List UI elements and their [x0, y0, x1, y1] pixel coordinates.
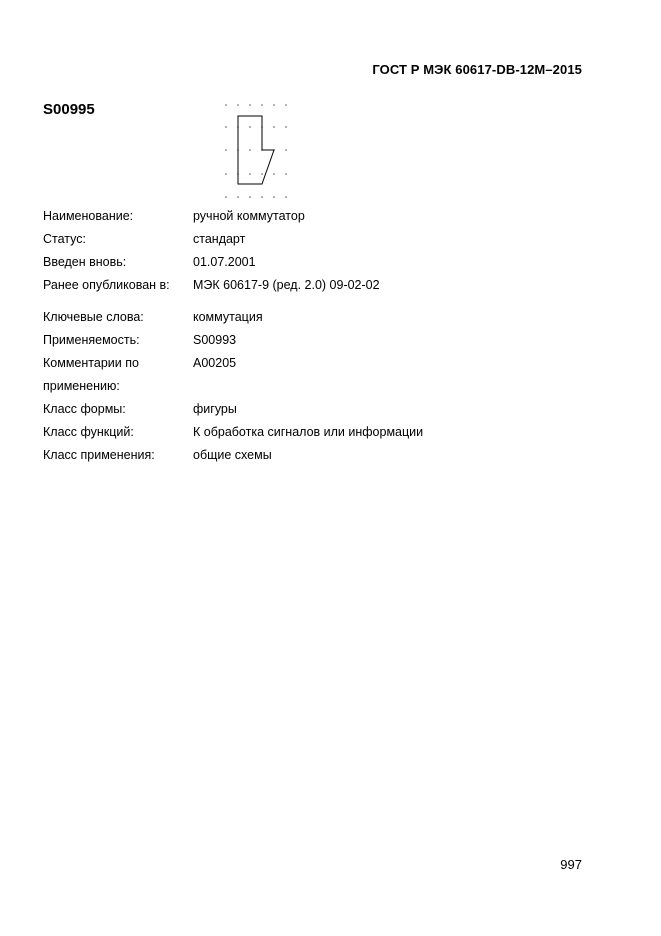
field-value: МЭК 60617-9 (ред. 2.0) 09-02-02 — [193, 278, 380, 292]
field-row-name — [43, 205, 423, 228]
field-row-application-class — [43, 444, 423, 467]
field-row-application-notes — [43, 352, 423, 375]
field-row-introduced — [43, 251, 423, 274]
field-row-function-class — [43, 421, 423, 444]
group-spacer — [43, 297, 423, 306]
field-value: К обработка сигналов или информации — [193, 425, 424, 439]
field-label: Наименование: — [43, 209, 134, 223]
field-label: Статус: — [43, 232, 86, 246]
field-value: A00205 — [193, 356, 237, 370]
field-label: Ключевые слова: — [43, 310, 144, 324]
symbol-attributes — [43, 205, 423, 467]
field-value: коммутация — [193, 310, 263, 324]
field-row-previously-published — [43, 274, 423, 297]
field-label: Класс применения: — [43, 448, 155, 462]
field-value: фигуры — [193, 402, 237, 416]
field-label: Класс формы: — [43, 402, 126, 416]
field-label: Комментарии по — [43, 356, 139, 370]
document-header: ГОСТ Р МЭК 60617-DB-12M–2015 — [372, 62, 582, 77]
field-label: Применяемость: — [43, 333, 140, 347]
field-row-status — [43, 228, 423, 251]
field-value: общие схемы — [193, 448, 272, 462]
field-row-applicability — [43, 329, 423, 352]
field-label: применению: — [43, 379, 120, 393]
manual-switch-symbol-icon — [222, 102, 290, 205]
field-value: ручной коммутатор — [193, 209, 305, 223]
field-label: Ранее опубликован в: — [43, 278, 170, 292]
field-row-shape-class — [43, 398, 423, 421]
field-value: 01.07.2001 — [193, 255, 256, 269]
symbol-code: S00995 — [43, 101, 95, 118]
field-value: S00993 — [193, 333, 237, 347]
field-row-application-notes-cont — [43, 375, 423, 398]
page-number: 997 — [560, 857, 582, 872]
field-label: Введен вновь: — [43, 255, 127, 269]
field-row-keywords — [43, 306, 423, 329]
field-value: стандарт — [193, 232, 246, 246]
field-label: Класс функций: — [43, 425, 134, 439]
